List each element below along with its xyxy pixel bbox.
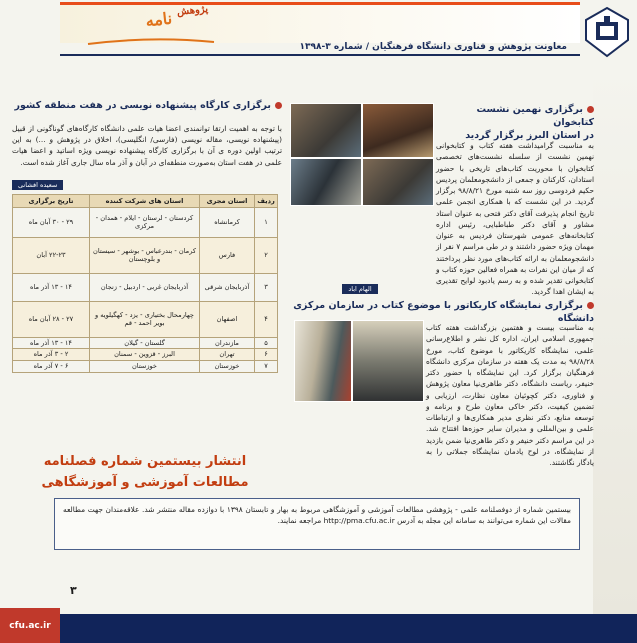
article-3-credit-wrap	[12, 172, 282, 191]
table-cell: ۲۲-۲۳ آبان	[13, 237, 90, 273]
table-row	[13, 207, 278, 237]
article-1-body-wrap	[288, 140, 594, 298]
table-cell: ۲۷ - ۲۸ آبان ماه	[13, 301, 90, 337]
article-3-body: با توجه به اهمیت ارتقا توانمندی اعضا هیات علمی دانشگاه کارگاه‌های گوناگونی از قبیل (پیشنهاده نویسی، مقاله نویسی (فارسی/ انگلیسی)، اخلاق در پژوهش و ...) به این ترتیب اولین دوره ی آن با برگزاری کارگاه پیشنهاده نویسی ویژه اساتید و اعضا هیات علمی در هفت استان به‌صورت منطقه‌ای در آبان و آذر ماه سال جاری آغاز شده است.	[12, 123, 282, 167]
magazine-name-main: نامه	[144, 8, 174, 31]
table-cell: ۷	[255, 360, 278, 372]
table-cell: ۶	[255, 349, 278, 361]
table-cell: ۱۴ - ۱۳ آذر ماه	[13, 337, 90, 349]
table-cell: خوزستان	[90, 360, 200, 372]
announcement	[12, 452, 278, 494]
university-logo-icon	[584, 6, 630, 58]
table-cell: ۲۹ - ۳۰ آبان ماه	[13, 207, 90, 237]
article-1-body: به مناسبت گرامیداشت هفته کتاب و کتابخوانی نهمین نشست از سلسله نشست‌های تخصصی کتابخوان با محوریت کتاب‌های تاریخی با حضور استادان، کارکنان و جمعی از دانشجومعلمان پردیس حکیم فردوسی روز سه شنبه مورخ ۹۸/۸/۲۱ برگزار گردید. در این نشست که با همکاری انجمن علمی تاریخ انجام پذیرفت آقای دکتر فتحی به عنوان استاد مشاور و آقای دکتر طباطبایی، رئیس اداره کتابخانه‌های عمومی شهرستان فردیس به عنوان مهمان ویژه حضور داشتند و در طی مراسم ۷ نفر از دانشجومعلمان به ارائه کتاب‌های مورد نظر پرداختند که از میان این نفرات به همراه فعالین حوزه کتاب و کتابخوانی تقدیر شده و به رسم یادبود لوایح تقدیری به ایشان اهدا گردید.	[436, 141, 595, 297]
table-cell: ۶ - ۷ آذر ماه	[13, 360, 90, 372]
article-1-title: برگزاری نهمین نشست کتابخوان	[476, 104, 594, 128]
page-header	[0, 0, 637, 62]
table-row	[13, 301, 278, 337]
bullet-icon	[587, 302, 594, 309]
table-row	[13, 360, 278, 372]
table-cell: کردستان - لرستان - ایلام - همدان - مرکزی	[90, 207, 200, 237]
table-cell: کرمان - بندرعباس - بوشهر - سیستان و بلوچستان	[90, 237, 200, 273]
article-2-title: برگزاری نمایشگاه کاریکاتور با موضوع کتاب در سازمان مرکزی دانشگاه	[293, 300, 594, 324]
article-1-credit-wrap	[330, 276, 390, 295]
table-cell: ۲	[255, 237, 278, 273]
table-header-cell: استان مجری	[200, 194, 255, 207]
journal-notice: بیستمین شماره از دوفصلنامه علمی - پژوهشی مطالعات آموزشی و آموزشگاهی مربوط به بهار و تابستان ۱۳۹۸ با دوازده مقاله منتشر شد. علاقه‌مندان جهت مطالعه مقالات این شماره می‌توانند به سامانه این مجله به آدرس http://pma.cfu.ac.ir مراجعه نمایند.	[54, 498, 580, 550]
table-row	[13, 337, 278, 349]
table-cell: ۴	[255, 301, 278, 337]
table-cell: ۵	[255, 337, 278, 349]
table-cell: فارس	[200, 237, 255, 273]
table-cell: آذربایجان شرقی	[200, 273, 255, 301]
article-2-body-wrap	[288, 322, 594, 468]
table-row	[13, 237, 278, 273]
announcement-line-1: انتشار بیستمین شماره فصلنامه	[43, 454, 247, 469]
table-cell: خوزستان	[200, 360, 255, 372]
table-cell: ۱	[255, 207, 278, 237]
header-divider	[60, 54, 580, 56]
table-row	[13, 273, 278, 301]
table-row	[13, 349, 278, 361]
table-header-cell: تاریخ برگزاری	[13, 194, 90, 207]
left-column	[12, 100, 282, 373]
table-cell: اصفهان	[200, 301, 255, 337]
workshop-table	[12, 194, 278, 373]
table-header-row	[13, 194, 278, 207]
table-cell: آذربایجان غربی - اردبیل - زنجان	[90, 273, 200, 301]
table-cell: تهران	[200, 349, 255, 361]
article-1-header	[434, 104, 594, 142]
table-cell: ۳	[255, 273, 278, 301]
table-cell: چهارمحال بختیاری - یزد - کهگیلویه و بویر احمد - قم	[90, 301, 200, 337]
table-cell: مازندران	[200, 337, 255, 349]
announcement-line-2: مطالعات آموزشی و آموزشگاهی	[41, 474, 249, 490]
swoosh-icon	[86, 38, 216, 46]
side-strip	[593, 62, 637, 614]
article-1-credit: الهام اباد	[342, 284, 377, 294]
article-1-title-2: در استان البرز برگزار گردید	[465, 129, 594, 141]
page-number: ۳	[70, 584, 77, 597]
footer-bar	[0, 614, 637, 643]
table-header-cell: ردیف	[255, 194, 278, 207]
table-cell: البرز - قزوین - سمنان	[90, 349, 200, 361]
bullet-icon	[275, 102, 282, 109]
table-cell: کرمانشاه	[200, 207, 255, 237]
table-cell: ۱۴ - ۱۳ آذر ماه	[13, 273, 90, 301]
table-cell: ۲ - ۳ آذر ماه	[13, 349, 90, 361]
article-3-credit: سعیده افشانی	[12, 180, 63, 190]
table-header-cell: استان های شرکت کننده	[90, 194, 200, 207]
header-subtitle: معاونت پژوهش و فناوری دانشگاه فرهنگیان / شماره ۳-۱۳۹۸	[299, 42, 567, 52]
bullet-icon	[587, 106, 594, 113]
footer-domain[interactable]: cfu.ac.ir	[0, 608, 60, 643]
table-cell: گلستان - گیلان	[90, 337, 200, 349]
article-2-body: به مناسبت بیست و هفتمین بزرگداشت هفته کتاب جمهوری اسلامی ایران، اداره کل نشر و اطلاع‌رسانی علمی، نمایشگاه کاریکاتور با موضوع کتاب، مورخ ۹۸/۸/۲۸ به مدت یک هفته در سازمان مرکزی دانشگاه فرهنگیان برگزار کرد. این نمایشگاه با حضور دکتر خنیفر، ریاست دانشگاه، دکتر طاهری‌نیا معاون پژوهش و فناوری، دکتر کچوئیان معاون نظارت، ارزیابی و تضمین کیفیت، دکتر خاکی معاون طرح و برنامه و توسعه منابع، دکتر نظری مدیر همکاری‌ها و ارتباطات علمی و بین‌المللی و مدیران سایر حوزه‌ها افتتاح شد. در این مراسم دکتر خنیفر و دکتر طاهری‌نیا ضمن بازدید از نمایشگاه، در لوح یادمان نمایشگاه جملاتی را به یادگار نگاشتند.	[426, 323, 594, 467]
article-3-title: برگزاری کارگاه پیشنهاده نویسی در هفت منطقه کشور	[12, 100, 282, 113]
magazine-name-sup: پژوهش	[176, 3, 209, 18]
